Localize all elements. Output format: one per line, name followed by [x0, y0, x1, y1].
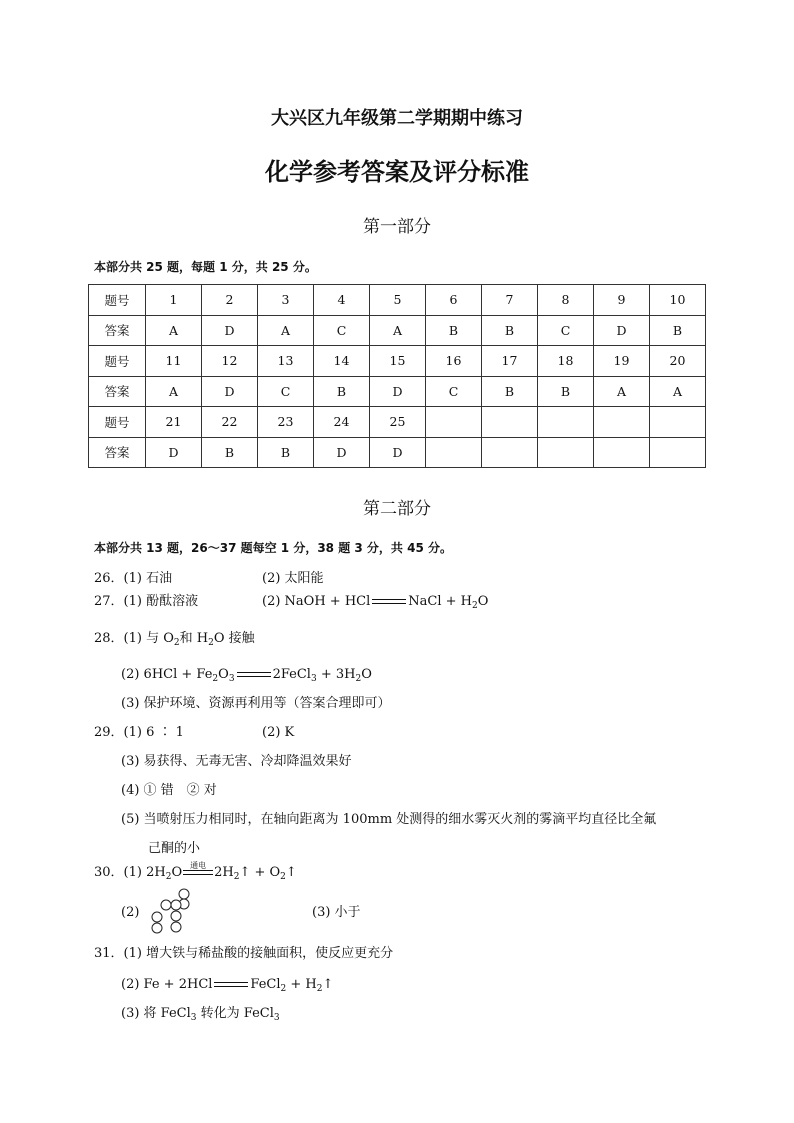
table-cell: 2: [202, 285, 258, 316]
table-row: [89, 346, 706, 377]
row-label: 答案: [89, 315, 146, 346]
page-title: 大兴区九年级第二学期期中练习: [271, 108, 523, 129]
q31-part1: 31．(1) 增大铁与稀盐酸的接触面积，使反应更充分: [94, 946, 394, 961]
equals-sign: [372, 599, 406, 604]
table-cell: 3: [258, 285, 314, 316]
table-cell: D: [202, 376, 258, 407]
table-cell: 16: [426, 346, 482, 377]
q29-part1: 29．(1) 6 ∶ 1: [94, 725, 184, 740]
table-cell: D: [370, 376, 426, 407]
table-cell: 13: [258, 346, 314, 377]
table-row: [89, 315, 706, 346]
q30-part2-label: (2): [121, 905, 140, 920]
table-cell: A: [650, 376, 706, 407]
table-cell: [650, 407, 706, 438]
table-cell: [426, 407, 482, 438]
equals-sign: [214, 982, 248, 987]
table-cell: 10: [650, 285, 706, 316]
q28-part2: (2) $6HCl + Fe_2O_3$ 2FeCl$_3$ + $3H_2O$: [121, 667, 372, 684]
table-cell: 7: [482, 285, 538, 316]
q29-part3: (3) 易获得、无毒无害、冷却降温效果好: [121, 754, 352, 769]
q31-part3: (3) 将 FeCl$_3$ 转化为 FeCl$_3$: [121, 1006, 280, 1023]
table-cell: [594, 407, 650, 438]
q30-part1: 30．(1) $2H_2O$ 通电 $2H_2↑$ + $O_2↑$: [94, 864, 297, 882]
table-cell: B: [202, 437, 258, 468]
table-cell: A: [370, 315, 426, 346]
table-cell: D: [594, 315, 650, 346]
table-cell: C: [314, 315, 370, 346]
q29-part4: (4) ① 错 ② 对: [121, 783, 217, 798]
table-cell: B: [314, 376, 370, 407]
q31-part2: (2) Fe + 2HCl FeCl$_2$ + $H_2↑$: [121, 977, 334, 994]
table-cell: 23: [258, 407, 314, 438]
table-cell: 21: [146, 407, 202, 438]
q29-part5-line1: (5) 当喷射压力相同时，在轴向距离为 100mm 处测得的细水雾灭火剂的雾滴平均直径比全氟: [121, 812, 657, 827]
part2-note: 本部分共 13 题，26～37 题每空 1 分，38 题 3 分，共 45 分。: [94, 541, 452, 555]
row-label: 题号: [89, 407, 146, 438]
table-cell: 25: [370, 407, 426, 438]
table-row: [89, 376, 706, 407]
q27-part2: (2) NaOH + HCl NaCl + $H_2O$: [262, 594, 489, 611]
table-cell: [426, 437, 482, 468]
table-cell: C: [426, 376, 482, 407]
table-cell: B: [482, 315, 538, 346]
q27-part1: 27．(1) 酚酞溶液: [94, 594, 199, 609]
table-cell: [594, 437, 650, 468]
table-cell: 22: [202, 407, 258, 438]
q29-part5-line2: 己酮的小: [148, 841, 201, 856]
table-cell: [538, 437, 594, 468]
table-cell: 19: [594, 346, 650, 377]
row-label: 答案: [89, 437, 146, 468]
table-cell: A: [146, 376, 202, 407]
table-cell: 18: [538, 346, 594, 377]
table-cell: 12: [202, 346, 258, 377]
table-row: [89, 407, 706, 438]
table-cell: B: [650, 315, 706, 346]
table-cell: D: [146, 437, 202, 468]
table-cell: B: [258, 437, 314, 468]
table-cell: 14: [314, 346, 370, 377]
table-cell: 5: [370, 285, 426, 316]
table-cell: [482, 437, 538, 468]
molecule-diagram: [148, 888, 192, 938]
table-cell: B: [482, 376, 538, 407]
table-cell: 11: [146, 346, 202, 377]
table-cell: [482, 407, 538, 438]
row-label: 题号: [89, 285, 146, 316]
row-label: 答案: [89, 376, 146, 407]
table-cell: 24: [314, 407, 370, 438]
table-cell: 6: [426, 285, 482, 316]
table-cell: A: [258, 315, 314, 346]
q29-part2: (2) K: [262, 725, 295, 740]
part2-heading: 第二部分: [363, 499, 431, 519]
q28-part1: 28．(1) 与 $O_2$和 $H_2O$ 接触: [94, 631, 255, 648]
table-cell: 15: [370, 346, 426, 377]
equals-sign: [237, 672, 271, 677]
table-cell: 20: [650, 346, 706, 377]
electrolysis-sign: [182, 860, 214, 879]
table-cell: 8: [538, 285, 594, 316]
table-cell: A: [146, 315, 202, 346]
q26-part2: (2) 太阳能: [262, 571, 324, 586]
table-cell: D: [202, 315, 258, 346]
table-cell: 1: [146, 285, 202, 316]
q30-part3: (3) 小于: [312, 905, 361, 920]
table-cell: C: [258, 376, 314, 407]
q26-part1: 26．(1) 石油: [94, 571, 173, 586]
table-cell: 4: [314, 285, 370, 316]
table-cell: D: [314, 437, 370, 468]
table-cell: C: [538, 315, 594, 346]
part1-heading: 第一部分: [363, 217, 431, 237]
table-row: [89, 285, 706, 316]
table-cell: [538, 407, 594, 438]
condition-label: 通电: [190, 860, 207, 870]
answer-table: [88, 284, 706, 468]
q28-part3: (3) 保护环境、资源再利用等（答案合理即可）: [121, 696, 391, 711]
row-label: 题号: [89, 346, 146, 377]
page-subtitle: 化学参考答案及评分标准: [265, 157, 529, 186]
table-cell: A: [594, 376, 650, 407]
table-cell: 9: [594, 285, 650, 316]
table-cell: 17: [482, 346, 538, 377]
table-cell: B: [538, 376, 594, 407]
part1-note: 本部分共 25 题，每题 1 分，共 25 分。: [94, 260, 317, 274]
table-cell: [650, 437, 706, 468]
table-cell: B: [426, 315, 482, 346]
table-cell: D: [370, 437, 426, 468]
table-row: [89, 437, 706, 468]
